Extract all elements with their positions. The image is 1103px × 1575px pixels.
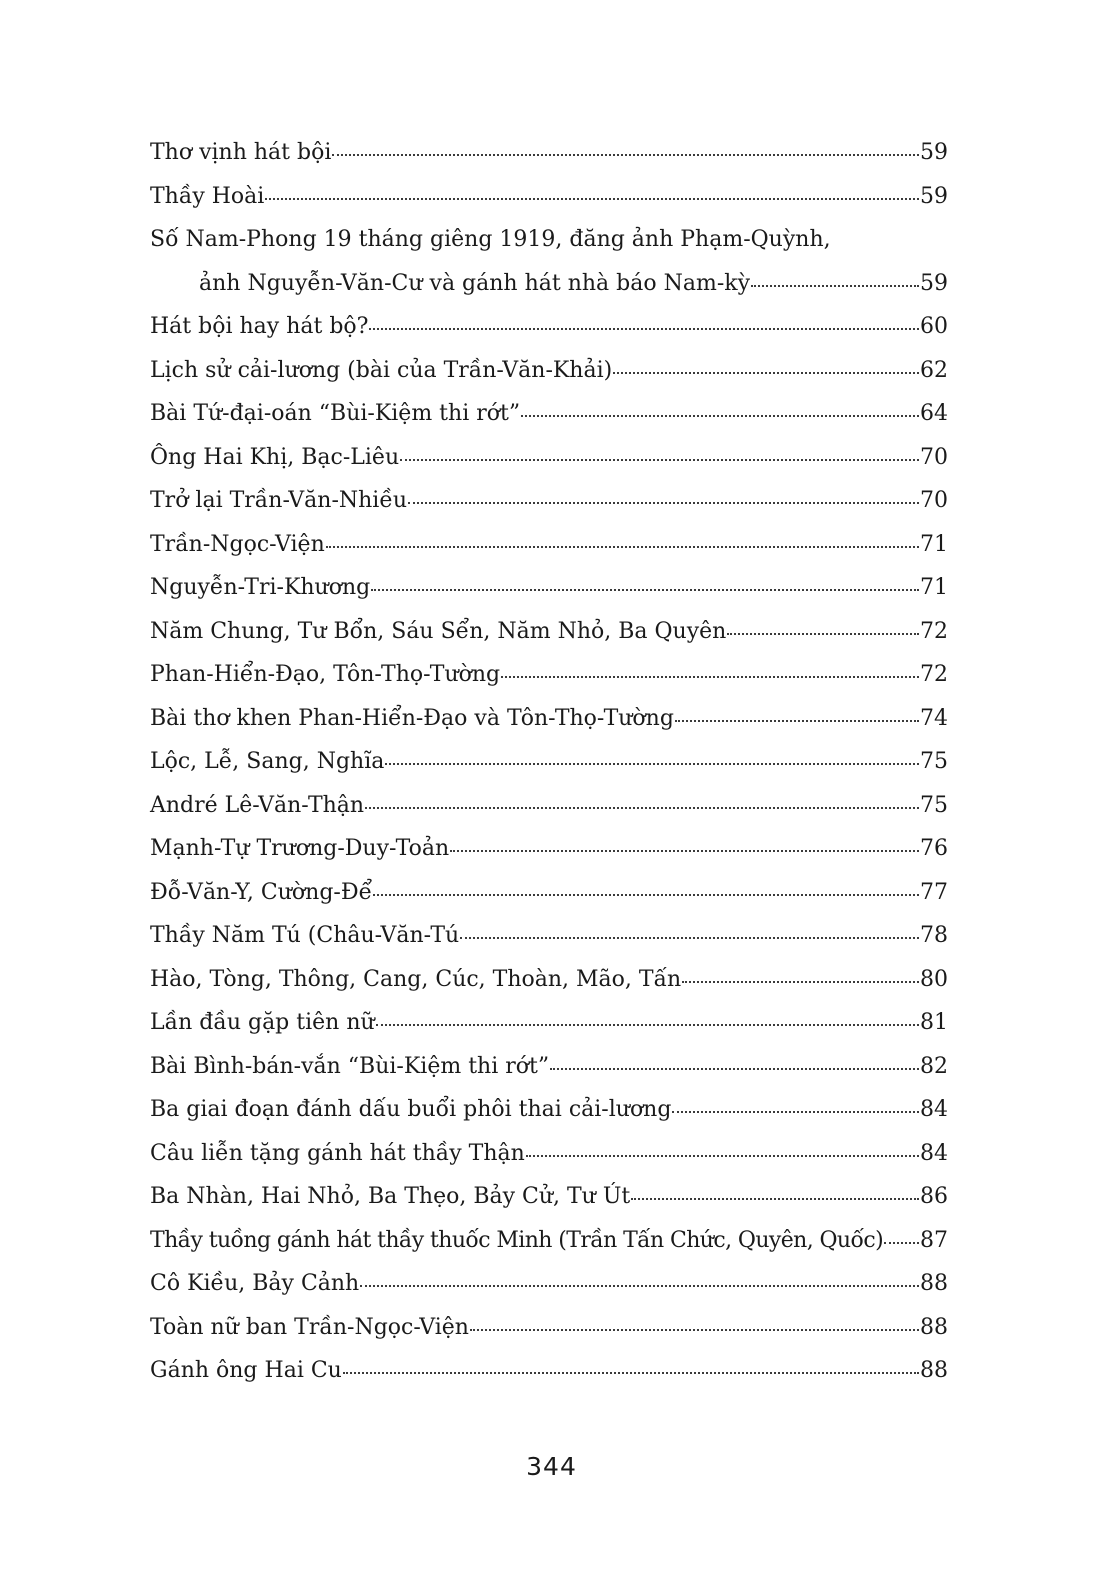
dot-leader	[884, 1220, 919, 1244]
toc-entry-page: 70	[920, 488, 948, 513]
toc-entry-page: 86	[920, 1184, 948, 1209]
toc-entry-title: Lộc, Lễ, Sang, Nghĩa	[150, 749, 385, 774]
dot-leader	[613, 350, 919, 374]
toc-entry	[150, 784, 948, 828]
dot-leader	[672, 1089, 919, 1113]
toc-entry-page: 88	[920, 1314, 948, 1340]
toc-entry	[150, 697, 948, 741]
toc-entry-title: Gánh ông Hai Cu	[150, 1358, 342, 1383]
toc-entry	[150, 392, 948, 436]
toc-entry	[150, 1175, 948, 1219]
toc-entry-title: Ông Hai Khị, Bạc-Liêu	[150, 444, 400, 470]
dot-leader	[501, 654, 919, 678]
toc-entry	[150, 436, 948, 480]
toc-entry-page: 60	[920, 314, 948, 339]
dot-leader	[450, 828, 919, 852]
toc-entry-title: Lần đầu gặp tiên nữ	[150, 1010, 375, 1035]
dot-leader	[751, 263, 919, 287]
toc-entry-title: Ba giai đoạn đánh dấu buổi phôi thai cải-lương	[150, 1097, 672, 1122]
toc-entry-page: 87	[920, 1227, 948, 1253]
toc-entry-title: Thầy Hoài	[150, 183, 265, 209]
toc-entry-title: Lịch sử cải-lương (bài của Trần-Văn-Khải)	[150, 357, 613, 383]
toc-entry	[150, 1132, 948, 1176]
toc-entry	[150, 523, 948, 567]
toc-entry-title: Trở lại Trần-Văn-Nhiều	[150, 488, 408, 513]
toc-entry	[150, 610, 948, 654]
dot-leader	[460, 915, 919, 939]
toc-entry-title: Bài thơ khen Phan-Hiển-Đạo và Tôn-Thọ-Tường	[150, 705, 674, 731]
dot-leader	[470, 1307, 919, 1331]
dot-leader	[373, 872, 919, 896]
dot-leader	[343, 1350, 919, 1374]
toc-entry	[150, 305, 948, 349]
dot-leader	[326, 524, 919, 548]
toc-entry-page: 72	[920, 618, 948, 644]
toc-entry-title: Thơ vịnh hát bội	[150, 140, 332, 165]
dot-leader	[360, 1263, 919, 1287]
toc-entry-title: Năm Chung, Tư Bổn, Sáu Sển, Năm Nhỏ, Ba Quyên	[150, 618, 727, 644]
toc-entry-page: 70	[920, 444, 948, 470]
toc-entry-page: 77	[920, 879, 948, 905]
toc-entry-page: 59	[920, 270, 948, 296]
dot-leader	[265, 176, 919, 200]
toc-entry-page: 76	[920, 836, 948, 861]
dot-leader	[400, 437, 919, 461]
dot-leader	[675, 698, 919, 722]
toc-entry-page: 88	[920, 1271, 948, 1296]
toc-entry-page: 59	[920, 183, 948, 209]
toc-entry-page: 81	[920, 1010, 948, 1035]
toc-entry-page: 75	[920, 749, 948, 774]
toc-entry-title: Hào, Tòng, Thông, Cang, Cúc, Thoàn, Mão, Tấn	[150, 966, 682, 992]
dot-leader	[631, 1176, 919, 1200]
toc-entry-page: 71	[920, 575, 948, 600]
toc-entry	[150, 914, 948, 958]
toc-entry	[150, 479, 948, 523]
toc-entry	[150, 218, 948, 305]
toc-entry-title: Thầy Năm Tú (Châu-Văn-Tú	[150, 923, 460, 948]
toc-entry-page: 88	[920, 1358, 948, 1383]
toc-entry	[150, 175, 948, 219]
toc-entry-page: 80	[920, 966, 948, 992]
toc-entry-title: Bài Bình-bán-vắn “Bùi-Kiệm thi rớt”	[150, 1053, 550, 1079]
toc-entry-page: 59	[920, 140, 948, 165]
toc-entry	[150, 1306, 948, 1350]
toc-entry-title: Bài Tứ-đại-oán “Bùi-Kiệm thi rớt”	[150, 401, 521, 426]
toc-entry	[150, 1088, 948, 1132]
dot-leader	[371, 567, 919, 591]
toc-entry-page: 71	[920, 531, 948, 557]
toc-entry	[150, 958, 948, 1002]
toc-entry-title: Câu liễn tặng gánh hát thầy Thận	[150, 1140, 525, 1166]
toc-entry-title: Nguyễn-Tri-Khương	[150, 575, 371, 600]
toc-entry-title-line1: Số Nam-Phong 19 tháng giêng 1919, đăng ảnh Phạm-Quỳnh,	[150, 227, 831, 252]
toc-entry	[150, 1349, 948, 1393]
dot-leader	[408, 480, 919, 504]
toc-entry-title: Ba Nhàn, Hai Nhỏ, Ba Thẹo, Bảy Cử, Tư Út	[150, 1184, 631, 1209]
toc-entry-page: 62	[920, 357, 948, 383]
dot-leader	[332, 132, 919, 156]
toc-entry	[150, 740, 948, 784]
toc-entry-page: 74	[920, 705, 948, 731]
dot-leader	[550, 1046, 919, 1070]
toc-entry	[150, 1219, 948, 1263]
toc-entry-title: André Lê-Văn-Thận	[150, 792, 365, 818]
toc-entry	[150, 871, 948, 915]
toc-entry-title: Mạnh-Tự Trương-Duy-Toản	[150, 836, 450, 861]
toc-entry-title: ảnh Nguyễn-Văn-Cư và gánh hát nhà báo Nam-kỳ	[199, 270, 751, 296]
toc-entry	[150, 566, 948, 610]
toc-entry-title: Thầy tuồng gánh hát thầy thuốc Minh (Trần Tấn Chức, Quyên, Quốc)	[150, 1227, 884, 1253]
toc-entry	[150, 1262, 948, 1306]
dot-leader	[376, 1002, 919, 1026]
toc-entry-title: Phan-Hiển-Đạo, Tôn-Thọ-Tường	[150, 662, 501, 687]
dot-leader	[682, 959, 919, 983]
toc-entry	[150, 827, 948, 871]
toc-entry-page: 82	[920, 1053, 948, 1079]
toc-entry-page: 75	[920, 792, 948, 818]
toc-entry-page: 84	[920, 1140, 948, 1166]
toc-entry-page: 72	[920, 662, 948, 687]
toc-entry-title: Toàn nữ ban Trần-Ngọc-Viện	[150, 1314, 469, 1340]
toc-entry-title: Cô Kiều, Bảy Cảnh	[150, 1271, 360, 1296]
toc-entry	[150, 131, 948, 175]
toc-entry-title: Đỗ-Văn-Y, Cường-Để	[150, 879, 373, 905]
dot-leader	[385, 741, 919, 765]
toc-entry-title: Hát bội hay hát bộ?	[150, 314, 369, 339]
toc-entry-page: 84	[920, 1097, 948, 1122]
toc-entry-page: 78	[920, 923, 948, 948]
dot-leader	[526, 1133, 919, 1157]
toc-entry	[150, 653, 948, 697]
table-of-contents	[150, 131, 948, 1393]
toc-entry	[150, 349, 948, 393]
toc-entry-title: Trần-Ngọc-Viện	[150, 531, 325, 557]
dot-leader	[365, 785, 919, 809]
page-number: 344	[526, 1452, 577, 1481]
dot-leader	[521, 393, 919, 417]
toc-entry-page: 64	[920, 401, 948, 426]
dot-leader	[369, 306, 919, 330]
toc-entry	[150, 1001, 948, 1045]
toc-entry	[150, 1045, 948, 1089]
dot-leader	[727, 611, 919, 635]
